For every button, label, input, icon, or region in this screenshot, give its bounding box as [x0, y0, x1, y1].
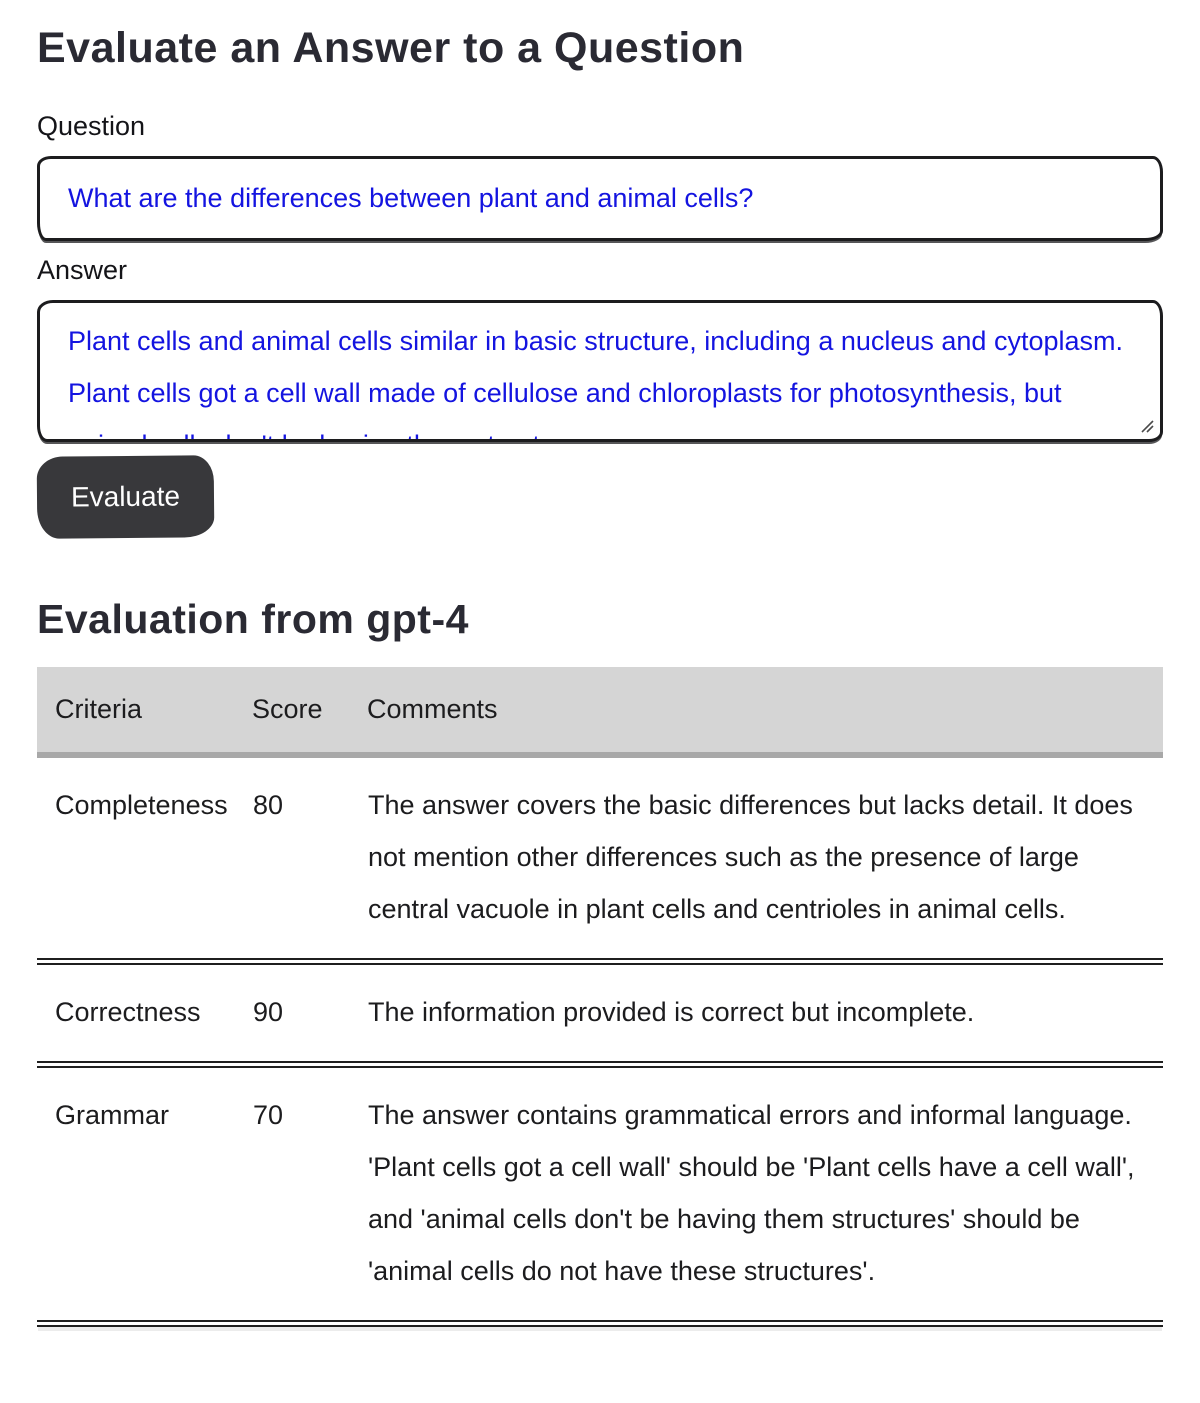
page-title: Evaluate an Answer to a Question: [37, 24, 745, 72]
criteria-cell: Correctness: [37, 962, 252, 1065]
score-cell: 90: [252, 962, 367, 1065]
header-criteria: Criteria: [37, 667, 252, 755]
header-comments: Comments: [367, 667, 1163, 755]
question-input[interactable]: [37, 156, 1163, 241]
answer-field: [37, 300, 1163, 442]
comments-cell: The answer contains grammatical errors and informal language. 'Plant cells got a cell wall' should be 'Plant cells have a cell wall', and 'animal cells don't be having them structures' should be 'animal cells do not have these structures'.: [367, 1065, 1163, 1324]
evaluate-button[interactable]: Evaluate: [37, 455, 215, 539]
evaluation-table: [37, 667, 1163, 1327]
score-cell: 70: [252, 1065, 367, 1324]
table-row-grammar: [37, 1065, 1163, 1324]
table-header-row: [37, 667, 1163, 755]
comments-cell: The answer covers the basic differences but lacks detail. It does not mention other differences such as the presence of large central vacuole in plant cells and centrioles in animal cells.: [367, 755, 1163, 962]
header-score: Score: [252, 667, 367, 755]
evaluation-heading: Evaluation from gpt-4: [37, 596, 469, 642]
score-cell: 80: [252, 755, 367, 962]
criteria-cell: Completeness: [37, 755, 252, 962]
answer-label: Answer: [37, 255, 128, 285]
comments-cell: The information provided is correct but incomplete.: [367, 962, 1163, 1065]
answer-textarea[interactable]: [37, 300, 1163, 442]
table-row-completeness: [37, 755, 1163, 962]
table-row-correctness: [37, 962, 1163, 1065]
criteria-cell: Grammar: [37, 1065, 252, 1324]
question-label: Question: [37, 111, 146, 141]
